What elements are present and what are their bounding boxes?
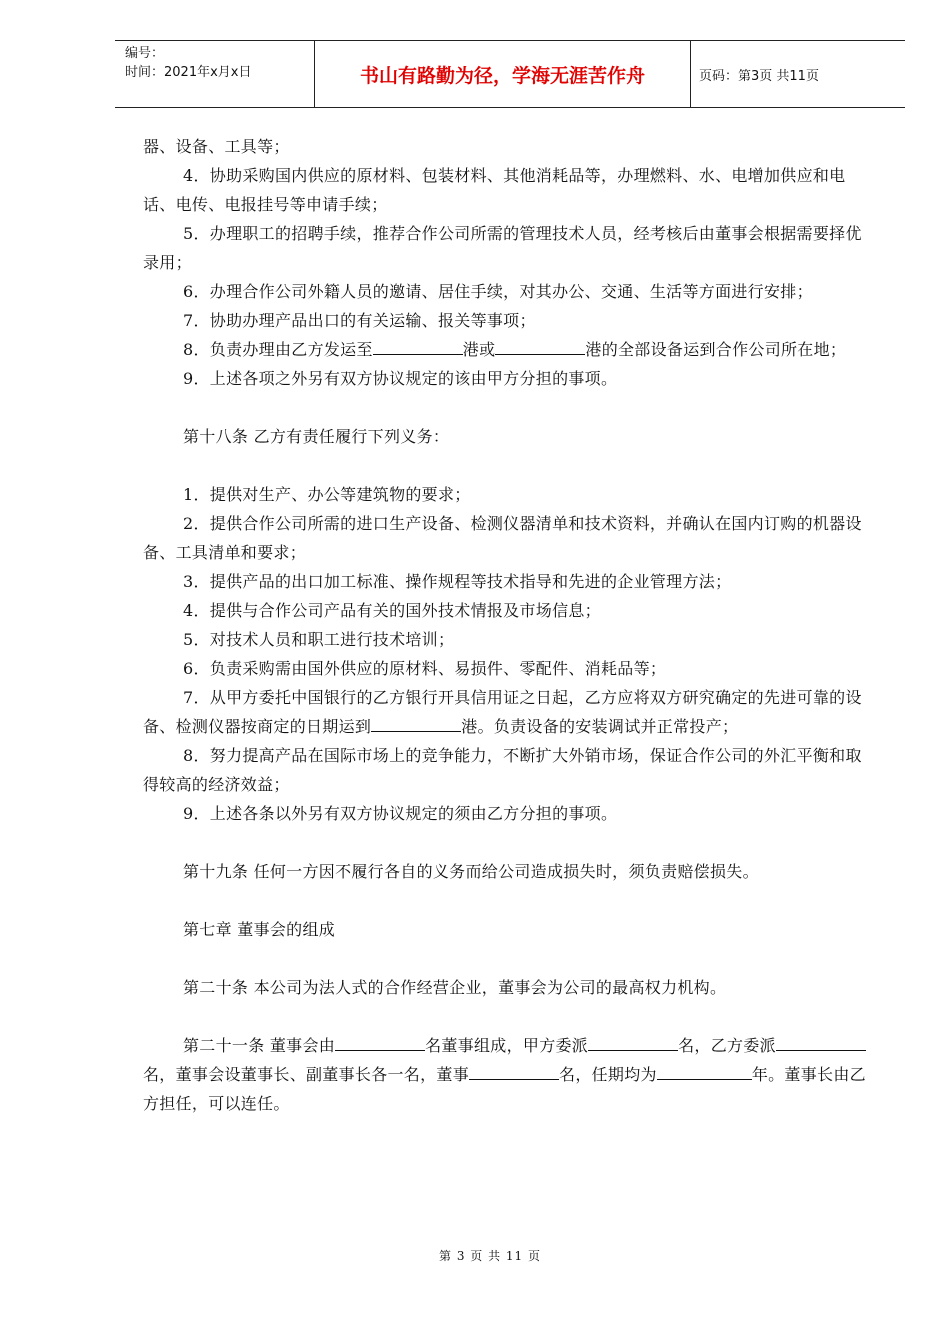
fill-blank: [657, 1061, 697, 1080]
text-run: 名，董事会设董事长、副董事长各一名，董事: [143, 1065, 470, 1084]
article-heading: 第十九条 任何一方因不履行各自的义务而给公司造成损失时，须负责赔偿损失。: [183, 862, 759, 881]
text-run: 名，乙方委派: [678, 1036, 776, 1055]
text-run: 港的全部设备运到合作公司所在地；: [585, 340, 847, 359]
header-motto: 书山有路勤为径，学海无涯苦作舟: [315, 41, 691, 107]
paragraph: [143, 335, 875, 364]
paragraph: 4．提供与合作公司产品有关的国外技术情报及市场信息；: [183, 601, 601, 620]
text-run: 年。董事长由乙方担任，可以连任。: [143, 1065, 866, 1113]
paragraph: 6．办理合作公司外籍人员的邀请、居住手续，对其办公、交通、生活等方面进行安排；: [183, 282, 813, 301]
fill-blank: [495, 336, 585, 355]
paragraph: 6．负责采购需由国外供应的原材料、易损件、零配件、消耗品等；: [183, 659, 667, 678]
paragraph: 5．对技术人员和职工进行技术培训；: [183, 630, 455, 649]
fill-blank: [371, 713, 461, 732]
paragraph: 1．提供对生产、办公等建筑物的要求；: [183, 485, 471, 504]
paragraph: 8．努力提高产品在国际市场上的竞争能力，不断扩大外销市场，保证合作公司的外汇平衡和取得较高的经济效益；: [143, 746, 862, 794]
text-run: 第二十一条 董事会由: [183, 1036, 336, 1055]
page-footer: 第 3 页 共 11 页: [439, 1249, 541, 1263]
chapter-heading: 第七章 董事会的组成: [183, 920, 336, 939]
text-run: 8．负责办理由乙方发运至: [183, 340, 373, 359]
document-body: [143, 132, 875, 1118]
fill-blank: [469, 1061, 559, 1080]
text-run: 港。负责设备的安装调试并正常投产；: [461, 717, 739, 736]
paragraph: 9．上述各条以外另有双方协议规定的须由乙方分担的事项。: [183, 804, 618, 823]
document-number-label: 编号：: [125, 46, 165, 61]
fill-blank: [335, 1032, 425, 1051]
paragraph: [143, 683, 875, 741]
text-run: 7．从甲方委托中国银行的乙方银行开具信用证之日起，乙方应将双方研究确定的先进可靠的设备、检测仪器按商定的日期运到: [143, 688, 862, 736]
paragraph: 2．提供合作公司所需的进口生产设备、检测仪器清单和技术资料，并确认在国内订购的机器设备、工具清单和要求；: [143, 514, 862, 562]
fill-blank: [588, 1032, 678, 1051]
text-run: 名，任期均为: [559, 1065, 657, 1084]
text-run: 港或: [462, 340, 496, 359]
fill-blank: [373, 336, 463, 355]
header-page-label: 页码：第3页 共11页: [699, 68, 819, 84]
page-header: [115, 40, 905, 108]
article-heading: [143, 1031, 875, 1118]
article-heading: 第二十条 本公司为法人式的合作经营企业，董事会为公司的最高权力机构。: [183, 978, 727, 997]
paragraph: 7．协助办理产品出口的有关运输、报关等事项；: [183, 311, 536, 330]
paragraph: 器、设备、工具等；: [143, 137, 290, 156]
fill-blank: [776, 1032, 866, 1051]
article-heading: 第十八条 乙方有责任履行下列义务：: [183, 427, 450, 446]
fill-blank: [697, 1061, 752, 1080]
paragraph: 5．办理职工的招聘手续，推荐合作公司所需的管理技术人员，经考核后由董事会根据需要择优录用；: [143, 224, 862, 272]
paragraph: 9．上述各项之外另有双方协议规定的该由甲方分担的事项。: [183, 369, 618, 388]
document-time-label: 时间：2021年x月x日: [125, 65, 252, 80]
paragraph: 4．协助采购国内供应的原材料、包装材料、其他消耗品等，办理燃料、水、电增加供应和电话、电传、电报挂号等申请手续；: [143, 166, 846, 214]
paragraph: 3．提供产品的出口加工标准、操作规程等技术指导和先进的企业管理方法；: [183, 572, 732, 591]
text-run: 名董事组成，甲方委派: [425, 1036, 589, 1055]
header-meta: [115, 41, 315, 107]
